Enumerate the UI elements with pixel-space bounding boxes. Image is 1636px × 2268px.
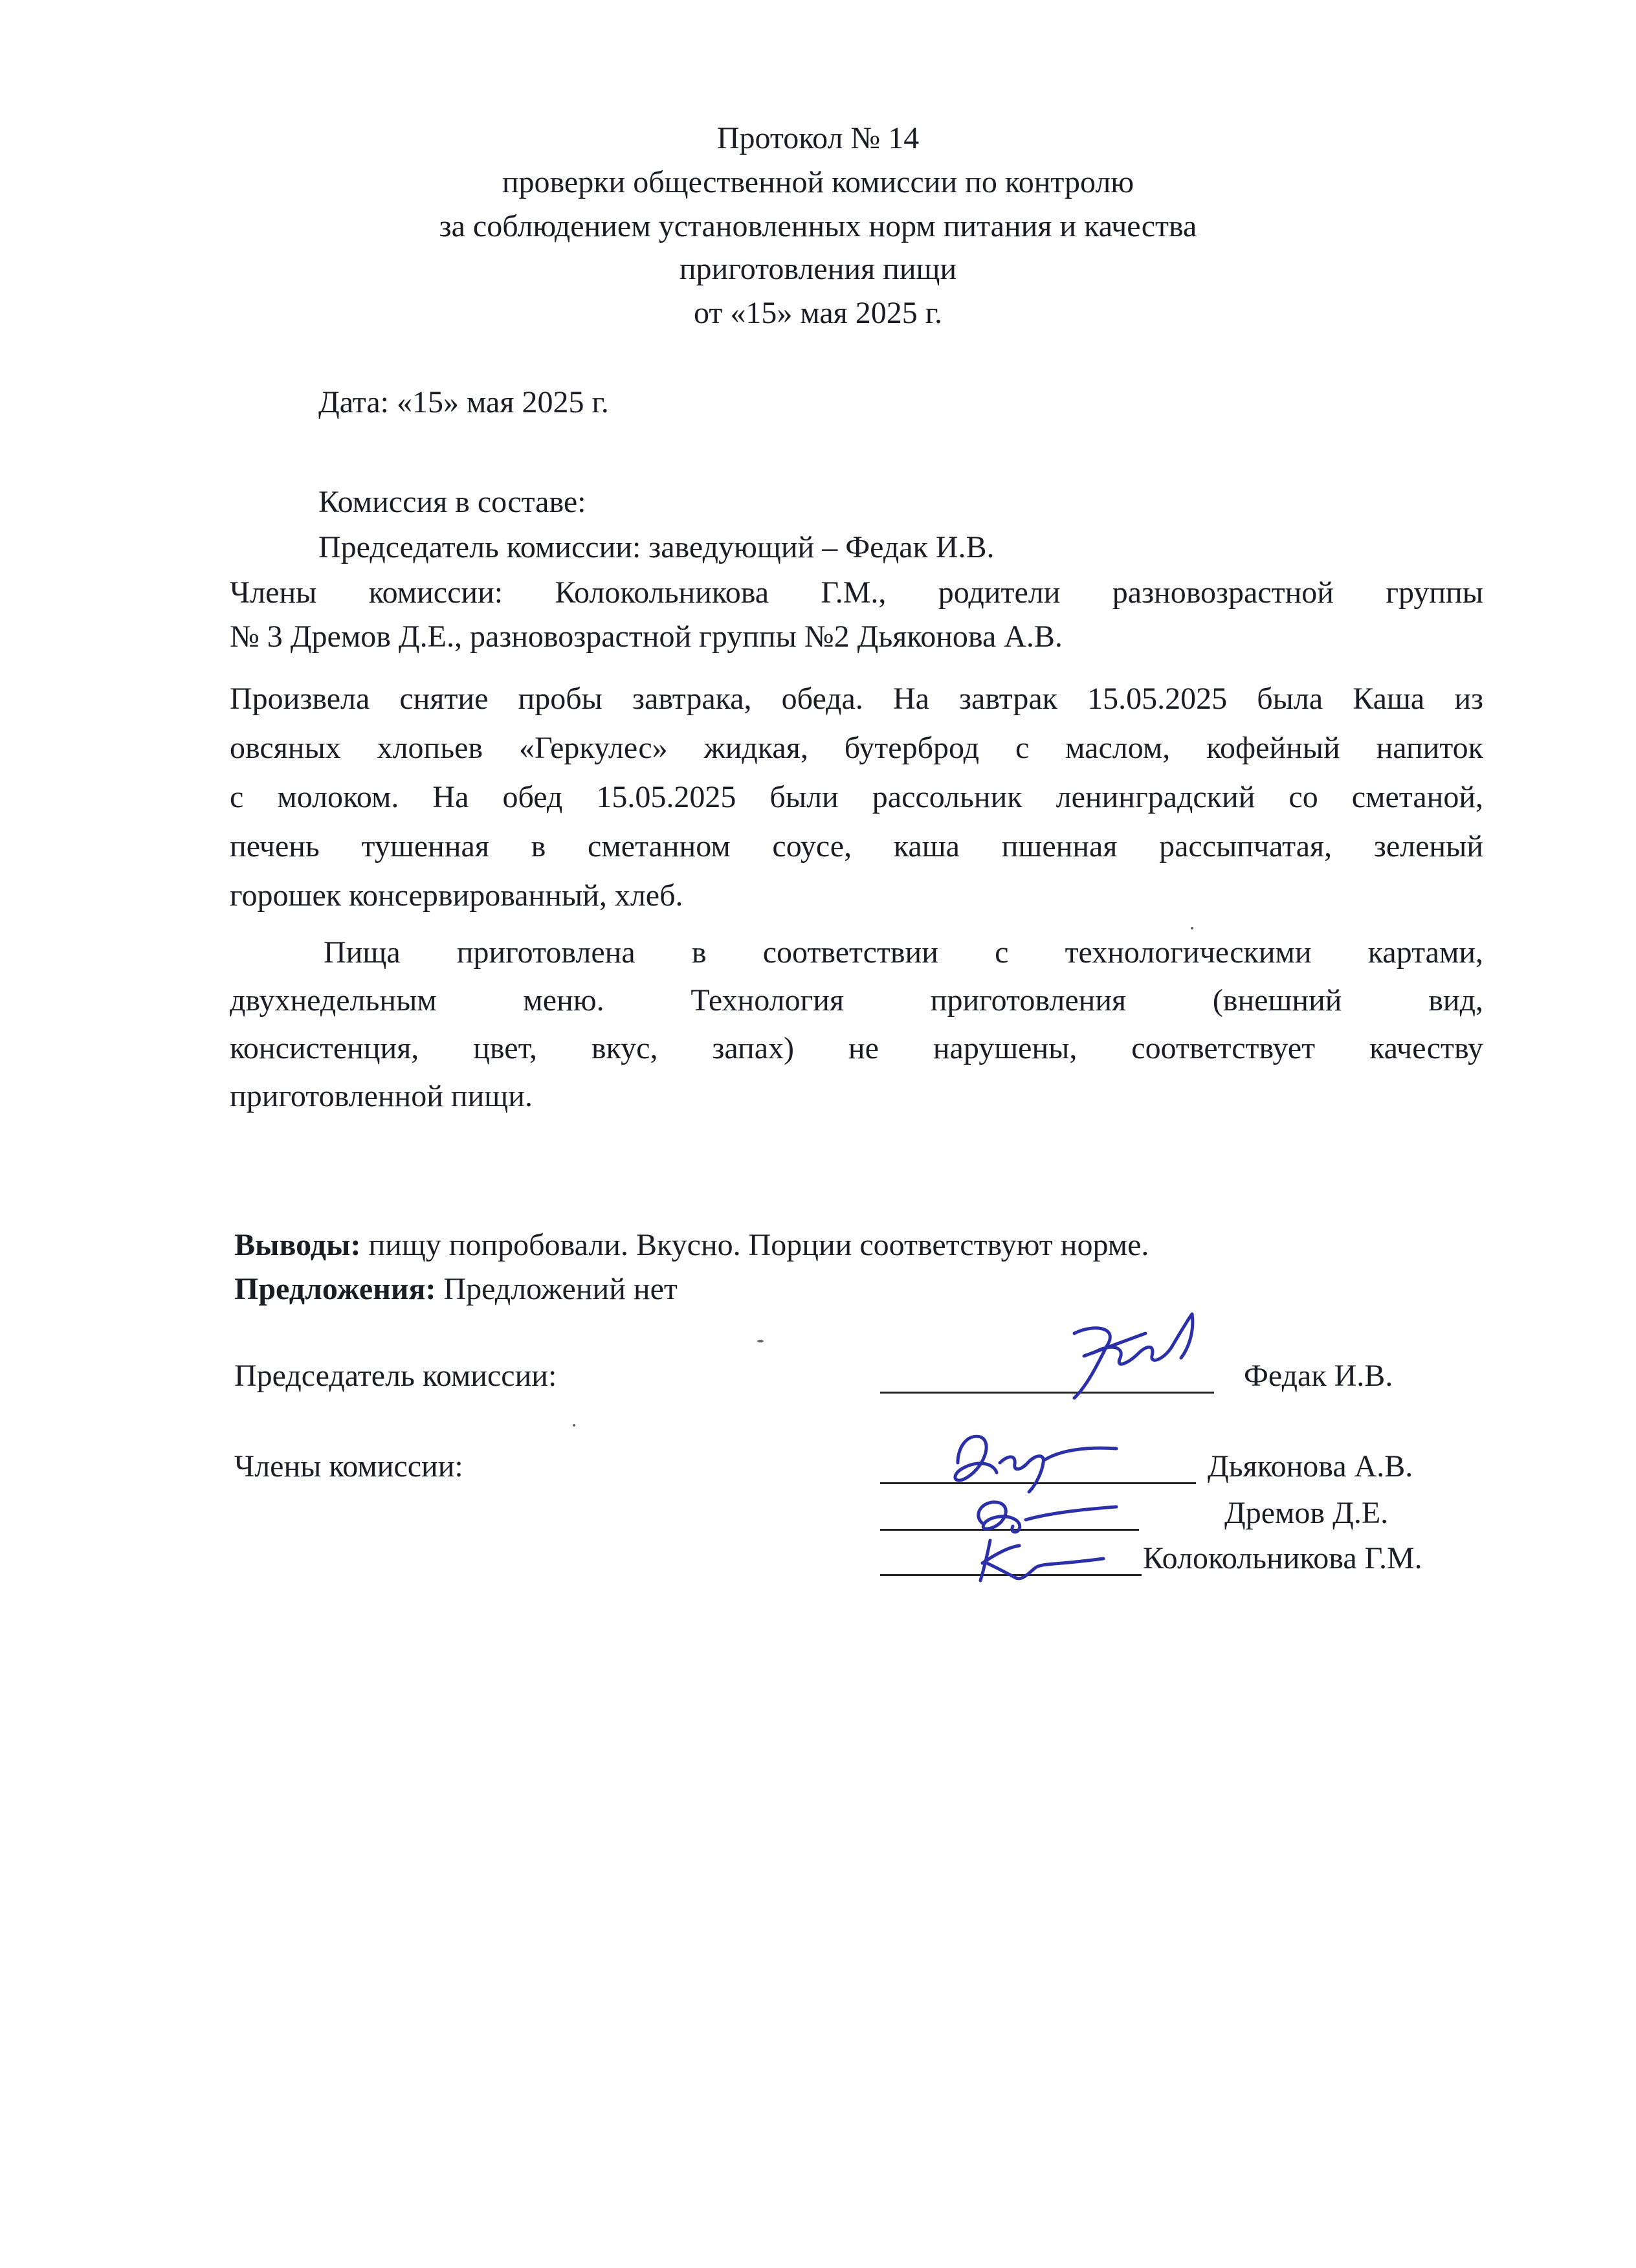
member-3-signature-image — [951, 1528, 1107, 1586]
members-signature-label: Члены комиссии: — [234, 1449, 463, 1484]
body-p2-line-4: приготовленной пищи. — [230, 1079, 533, 1113]
conclusions-line — [234, 1230, 1149, 1261]
protocol-title: Протокол № 14 — [716, 121, 920, 155]
date-line: Дата: «15» мая 2025 г. — [318, 385, 609, 419]
chair-signature-image — [1048, 1307, 1204, 1405]
body-p1-line-3: с молоком. На обед 15.05.2025 были рассольник ленинградский со сметаной, — [230, 780, 1483, 814]
member-1-signature-image — [932, 1424, 1120, 1495]
member-3-name: Колокольникова Г.М. — [1143, 1541, 1422, 1575]
protocol-subtitle-line-1: проверки общественной комиссии по контролю — [502, 165, 1134, 199]
body-p1-line-4: печень тушенная в сметанном соусе, каша пшенная рассыпчатая, зеленый — [230, 829, 1483, 863]
scan-speck — [757, 1340, 764, 1342]
commission-members-line-2: № 3 Дремов Д.Е., разновозрастной группы №2 Дьяконова А.В. — [230, 619, 1063, 654]
body-p2-line-1: Пища приготовлена в соответствии с технологическими картами, — [324, 935, 1483, 970]
protocol-subtitle-line-3: приготовления пищи — [679, 252, 957, 286]
member-1-name: Дьяконова А.В. — [1208, 1449, 1413, 1484]
proposals-line — [234, 1274, 678, 1305]
chair-signature-label: Председатель комиссии: — [234, 1359, 557, 1393]
commission-intro: Комиссия в составе: — [318, 485, 586, 519]
body-p1-line-5: горошек консервированный, хлеб. — [230, 878, 683, 913]
member-2-name: Дремов Д.Е. — [1224, 1496, 1389, 1530]
proposals-label: Предложения: — [234, 1272, 436, 1306]
proposals-text: Предложений нет — [436, 1272, 678, 1306]
body-p1-line-2: овсяных хлопьев «Геркулес» жидкая, бутерброд с маслом, кофейный напиток — [230, 731, 1483, 765]
body-p2-line-3: консистенция, цвет, вкус, запах) не нарушены, соответствует качеству — [230, 1031, 1483, 1065]
protocol-subtitle-line-2: за соблюдением установленных норм питания и качества — [439, 209, 1197, 243]
scan-speck — [1191, 927, 1193, 929]
body-p2-line-2: двухнедельным меню. Технология приготовления (внешний вид, — [230, 983, 1483, 1017]
body-p1-line-1: Произвела снятие пробы завтрака, обеда. На завтрак 15.05.2025 была Каша из — [230, 682, 1483, 716]
chair-name: Федак И.В. — [1244, 1359, 1393, 1393]
conclusions-label: Выводы: — [234, 1228, 361, 1262]
conclusions-text: пищу попробовали. Вкусно. Порции соответствуют норме. — [360, 1228, 1149, 1262]
scan-speck — [573, 1424, 575, 1427]
commission-chair: Председатель комиссии: заведующий – Федак И.В. — [318, 530, 995, 564]
protocol-date-header: от «15» мая 2025 г. — [693, 296, 943, 330]
commission-members-line-1: Члены комиссии: Колокольникова Г.М., родители разновозрастной группы — [230, 575, 1483, 610]
